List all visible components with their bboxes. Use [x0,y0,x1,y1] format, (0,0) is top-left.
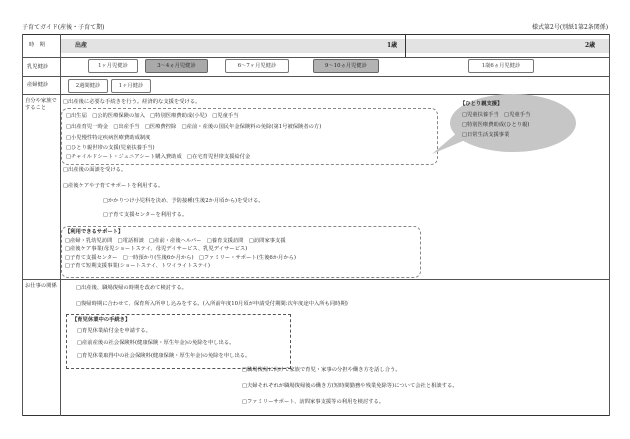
checkup-1-month: 1ヶ月児健診 [88,59,138,73]
row-label-postnatal: 産婦健診 [27,82,49,88]
row-label-checkup: 乳児健診 [27,64,49,70]
page-title: 子育てガイド(産後・子育て期) [22,24,105,31]
row-label-work: お仕事の関係 [25,283,57,289]
checkup-3-4-month: 3～4ヵ月児健診 [145,59,208,73]
single-parent-item: □日常生活支援事業 [462,132,510,138]
row-divider [22,279,610,280]
service-line: □産婦・乳幼児訪問 □電話相談 □産前・産後ヘルパー □養育支援訪問 □訪問家事支援 [65,238,286,244]
work-line-discussion: □職場復帰に向けて家族で育児・家事の分担や働き方を話し合う。 [242,367,401,373]
work-line-return-timing: □出産後、職場復帰の時期を改めて検討する。 [76,285,187,291]
one-year-marker [405,35,406,57]
checkup-9-10-month: 9～10ヵ月児健診 [313,59,379,73]
timeline-two-year: 2歳 [585,42,596,49]
leave-item: □育児休業給付金を申請する。 [77,328,151,334]
services-title: 【利用できるサポート】 [65,229,124,235]
procedure-item: □小児慢性特定疾病医療費助成制度 [66,135,151,141]
single-parent-item: □特別医療費助成(ひとり親) [462,122,530,128]
postnatal-2-week: 2週間健診 [68,79,108,93]
self-line-support-center: □子育て支援センターを利用する。 [103,212,188,218]
row-label-self: 自分や家族ですること [25,98,57,111]
procedure-item: □出生届 □公的医療保険の加入 □特別医療費助成(小児) □児童手当 [66,113,239,119]
row-divider [22,57,610,58]
self-line-postnatal-care: □産後ケアや子育てサポートを利用する。 [63,183,164,189]
leave-item: □育児休業取得中の社会保険料(健康保険・厚生年金)の免除を申し出る。 [77,353,251,359]
checkup-1-6-year: 1歳6ヵ月児健診 [468,59,534,73]
procedure-item: □ひとり親世帯の支援(児童扶養手当) [66,145,155,151]
leave-box-title: 【育児休業中の手続き】 [72,317,131,323]
timeline-one-year: 1歳 [387,42,398,49]
single-parent-item: □児童扶養手当 □児童手当 [462,112,531,118]
timeline-birth: 出産 [75,42,88,49]
checkup-6-7-month: 6～7ヶ月児健診 [225,59,289,73]
table-top-border [22,34,610,35]
table-bottom-border [22,415,610,416]
self-line-pediatrician: □かかりつけ小児科を決め、予防接種(生後2か月頃から)を受ける。 [103,198,264,204]
work-line-company: □夫婦それぞれが職場復帰後の働き方(短時間勤務や残業免除等)について会社と相談する。 [242,383,458,389]
table-right-border [609,34,610,416]
table-left-border [22,34,23,416]
service-line: □子育て支援センター □一時預かり(生後6か月から) □ファミリー・サポート(生後6か月から) [65,255,296,261]
single-parent-title: 【ひとり親支援】 [460,101,503,107]
work-line-family-support: □ファミリーサポート、訪問家事支援等の利用を検討する。 [242,399,385,405]
work-line-nursery: □復帰時期に合わせて、保育所入所申し込みをする。(入所前年度10月頃が申請受付期間:次年度途中入所も同時期) [76,301,348,307]
leave-item: □産前産後の社会保険料(健康保険・厚生年金)の免除を申し出る。 [77,340,235,346]
row-label-timeline: 時 期 [29,42,45,48]
procedure-item: □出産育児一時金 □出産手当 □医療費控除 □産前・産後の国民年金保険料の免除(第1号被保険者の方) [66,124,322,130]
service-line: □産後ケア事業(母児ショートステイ、母児デイサービス、乳児デイサービス) [65,246,248,252]
self-line-interview: □出産後の面談を受ける。 [63,167,127,173]
procedure-item: □チャイルドシート・ジュニアシート購入費助成 □在宅育児世帯支援給付金 [66,154,251,160]
label-column-divider [60,34,61,416]
service-line: □子育て短期支援事業(ショートステイ、トワイライトステイ) [65,263,210,269]
row-divider [22,76,610,77]
form-number: 様式第2号(別紙1第2条関係) [532,24,609,31]
timeline-bar [61,39,609,53]
self-line-procedures: □出産後に必要な手続きを行う。経済的な支援を受ける。 [63,99,201,105]
postnatal-1-month: 1ヶ月健診 [111,79,151,93]
